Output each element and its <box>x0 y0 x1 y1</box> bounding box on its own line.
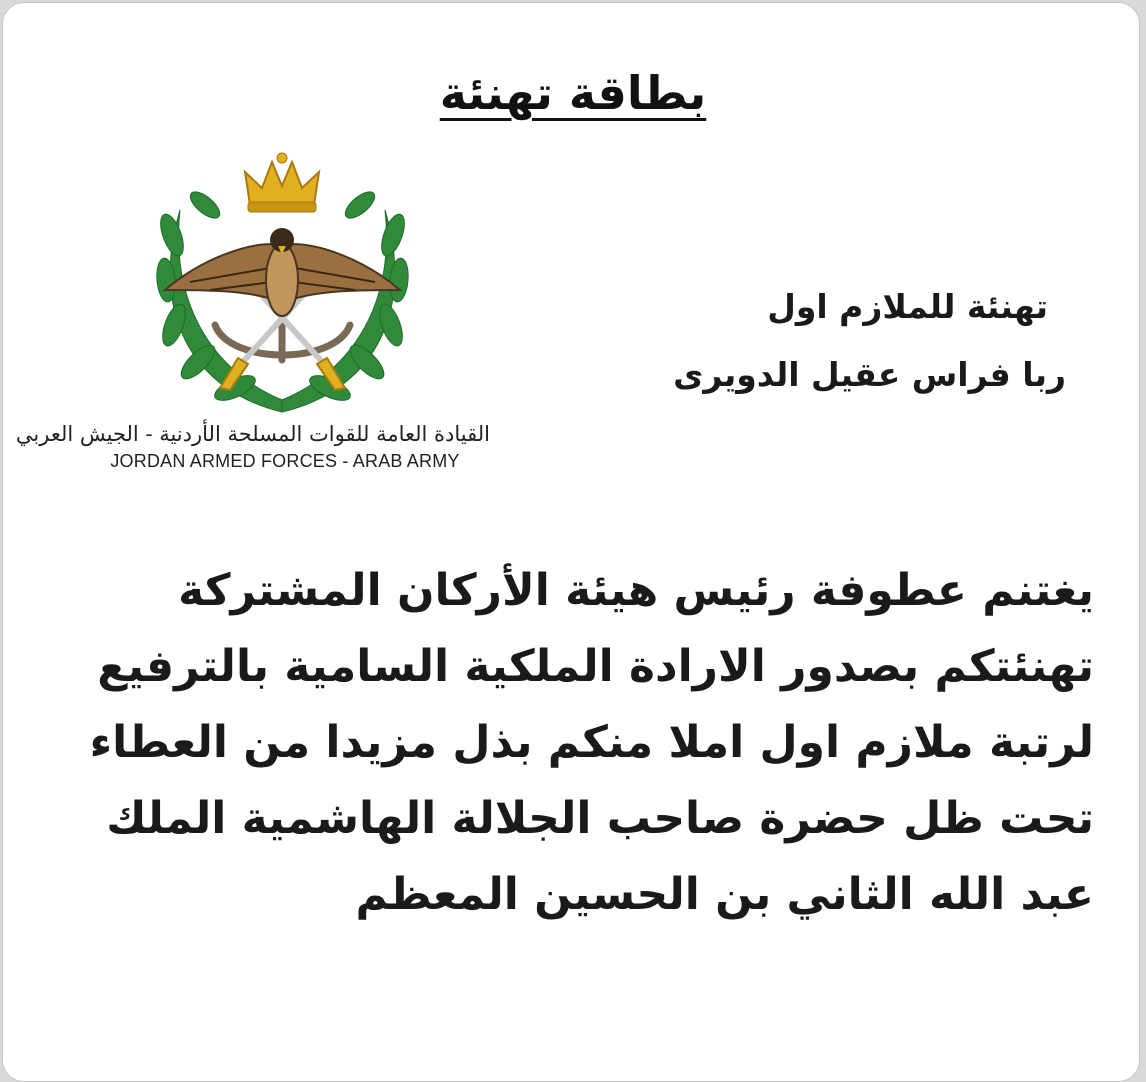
message-line: تهنئتكم بصدور الارادة الملكية السامية بالترفيع <box>97 641 1094 692</box>
message-line: تحت ظل حضرة صاحب الجلالة الهاشمية الملك <box>106 793 1094 844</box>
eagle-icon <box>165 228 400 316</box>
jaf-emblem-icon <box>150 150 415 420</box>
message-body <box>84 553 1094 933</box>
card-title <box>0 66 1146 120</box>
message-line: لرتبة ملازم اول املا منكم بذل مزيدا من العطاء <box>89 717 1094 768</box>
recipient-block <box>546 287 1066 426</box>
crown-icon <box>245 153 319 212</box>
message-line: يغتنم عطوفة رئيس هيئة الأركان المشتركة <box>178 565 1094 616</box>
emblem-arabic-caption: القيادة العامة للقوات المسلحة الأردنية - الجيش العربي <box>15 422 490 446</box>
recipient-rank-line: تهنئة للملازم اول <box>767 287 1048 326</box>
recipient-name-line: ربا فراس عقيل الدويرى <box>673 355 1066 394</box>
card-title-text: بطاقة تهنئة <box>439 66 707 120</box>
emblem-english-caption: JORDAN ARMED FORCES - ARAB ARMY <box>110 451 460 471</box>
message-line: عبد الله الثاني بن الحسين المعظم <box>355 869 1094 920</box>
